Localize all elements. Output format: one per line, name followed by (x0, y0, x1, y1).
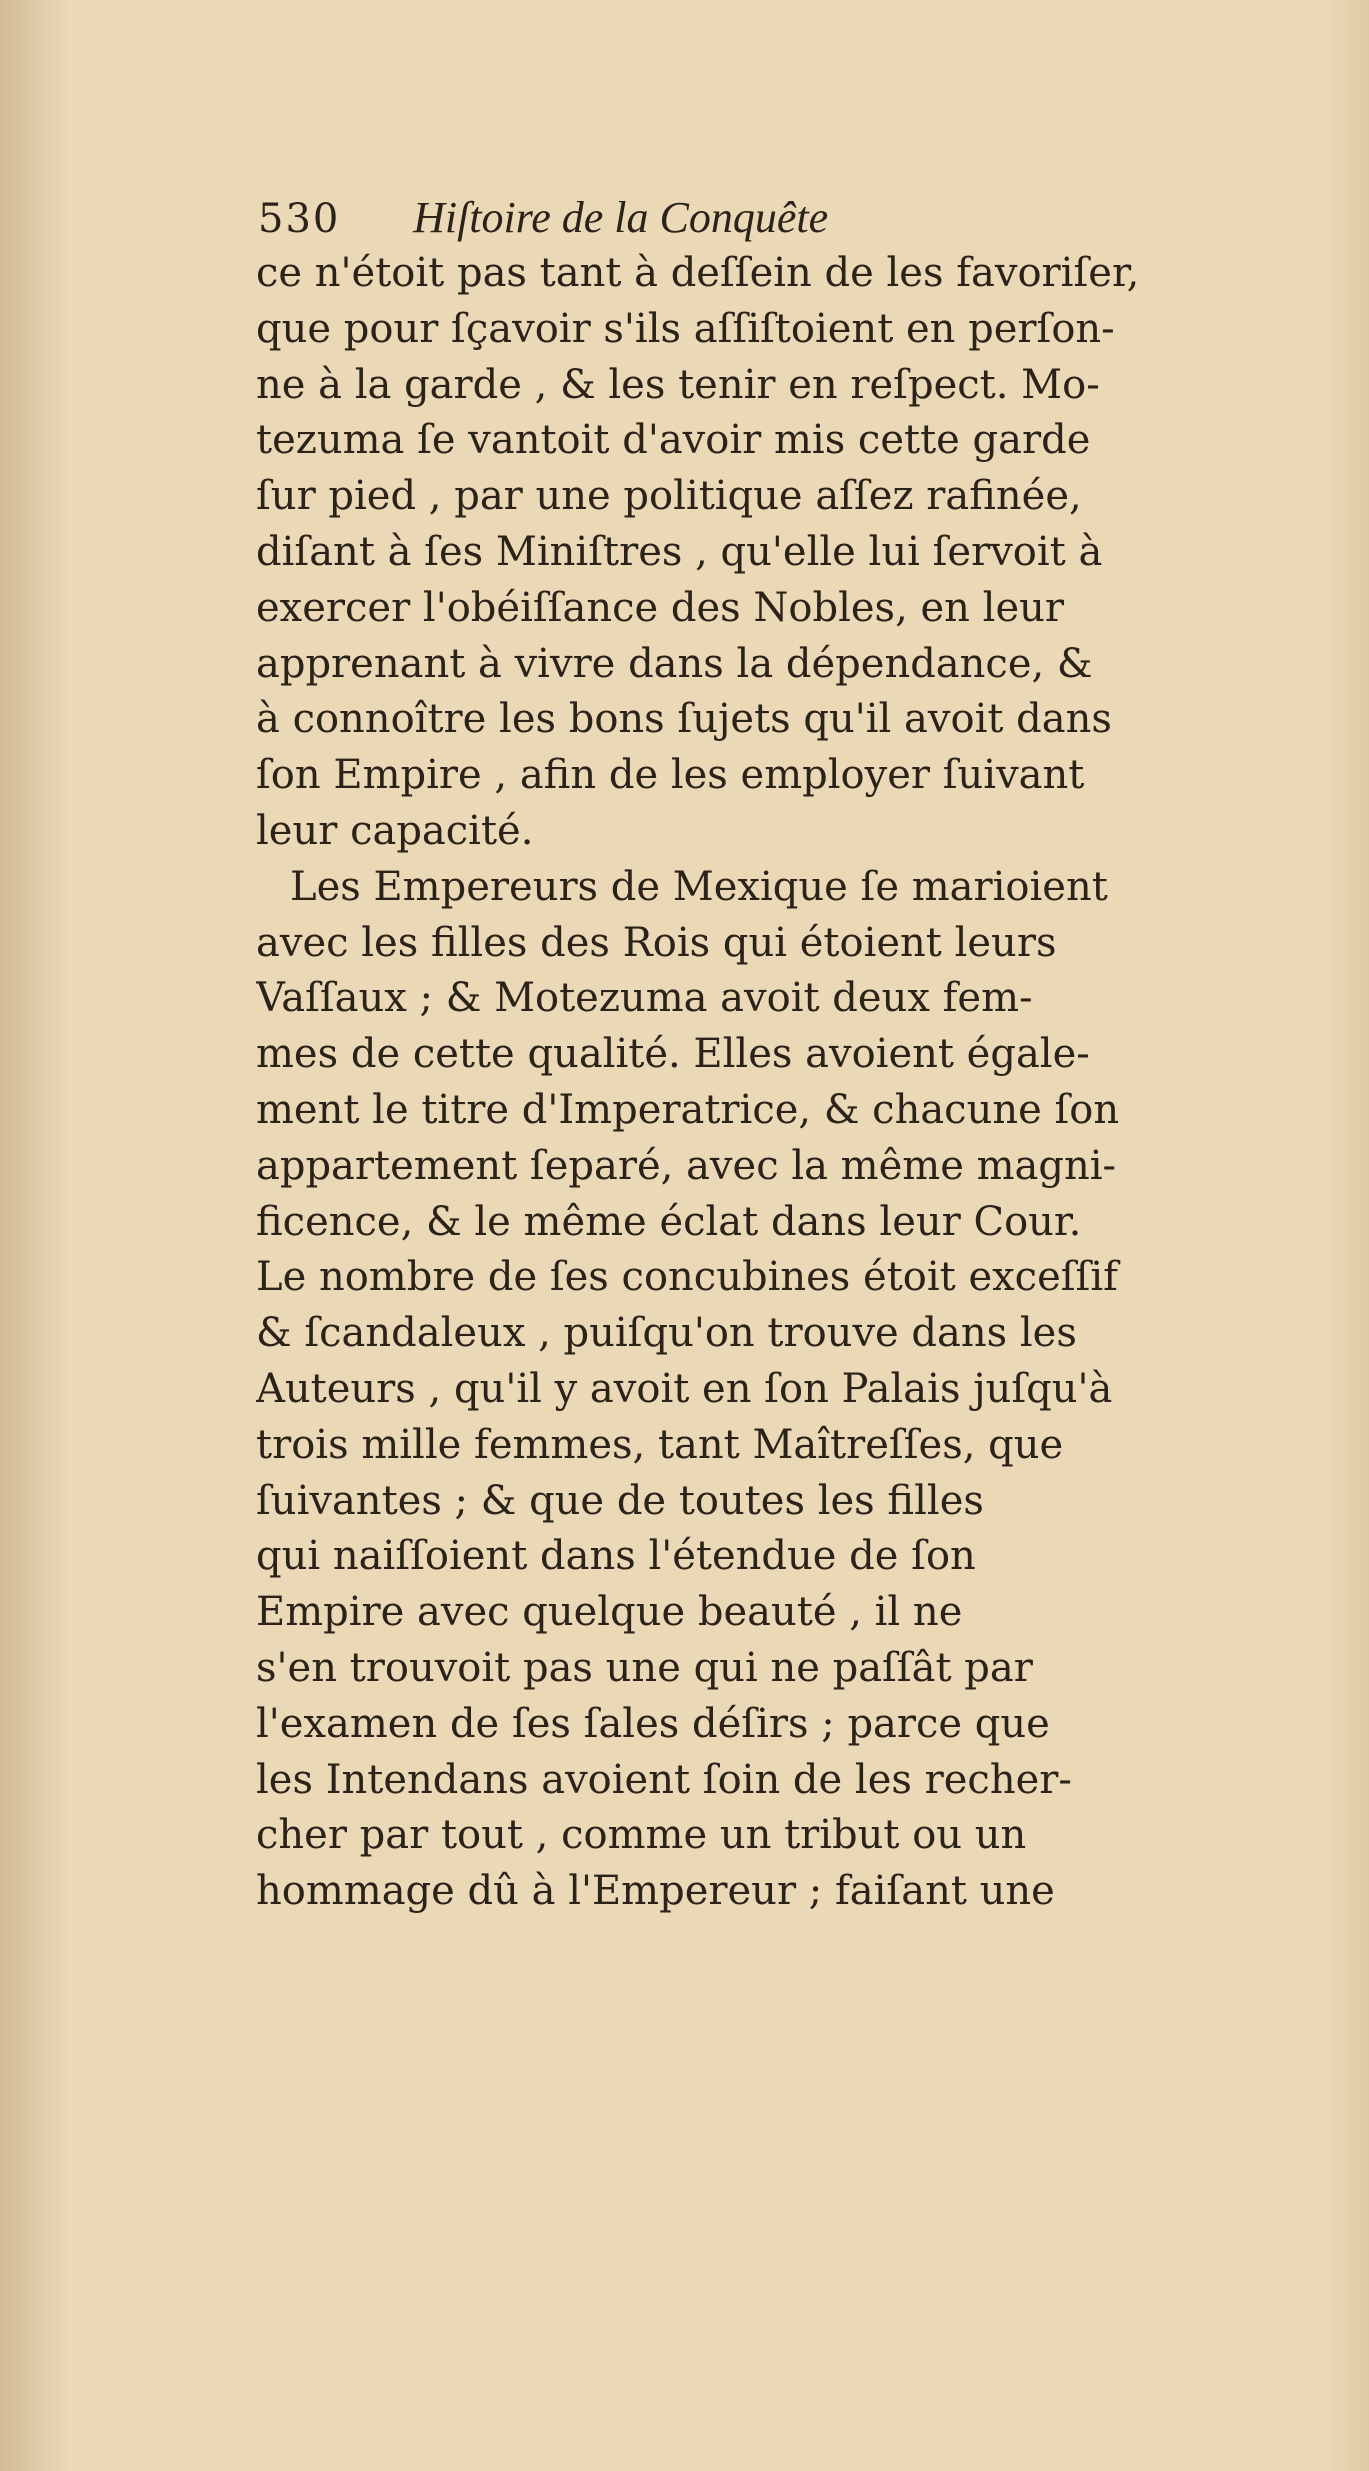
body-text (256, 246, 1336, 1920)
running-title: Hiſtoire de la Conquête (413, 193, 829, 242)
text-line: Vaſſaux ; & Motezuma avoit deux fem- (256, 975, 1033, 1022)
text-line: ſuivantes ; & que de toutes les filles (256, 1477, 984, 1524)
text-line: apprenant à vivre dans la dépendance, & (256, 640, 1093, 687)
running-head (258, 188, 1158, 248)
text-line: ficence, & le même éclat dans leur Cour. (256, 1198, 1082, 1245)
text-line: à connoître les bons ſujets qu'il avoit dans (256, 696, 1112, 743)
text-line: Empire avec quelque beauté , il ne (256, 1589, 963, 1636)
text-line: diſant à ſes Miniſtres , qu'elle lui ſervoit à (256, 528, 1103, 575)
text-line: hommage dû à l'Empereur ; faiſant une (256, 1868, 1055, 1915)
text-line: avec les filles des Rois qui étoient leurs (256, 919, 1057, 966)
text-line: ſur pied , par une politique aſſez rafinée, (256, 473, 1082, 520)
text-line: ne à la garde , & les tenir en reſpect. Mo- (256, 361, 1100, 408)
text-line: leur capacité. (256, 807, 534, 854)
text-line: mes de cette qualité. Elles avoient égale- (256, 1031, 1090, 1078)
text-line: les Intendans avoient ſoin de les recher- (256, 1756, 1072, 1803)
text-line: que pour ſçavoir s'ils aſſiſtoient en perſon- (256, 305, 1115, 352)
text-line: l'examen de ſes ſales déſirs ; parce que (256, 1700, 1050, 1747)
text-line: ment le titre d'Imperatrice, & chacune ſon (256, 1086, 1120, 1133)
text-line: & ſcandaleux , puiſqu'on trouve dans les (256, 1310, 1077, 1357)
text-line: ſon Empire , afin de les employer ſuivant (256, 752, 1085, 799)
paragraph-start-line: Les Empereurs de Mexique ſe marioient (290, 863, 1108, 910)
page-edge-shadow-left (0, 0, 70, 2471)
text-line: trois mille femmes, tant Maîtreſſes, que (256, 1421, 1064, 1468)
text-line: ce n'étoit pas tant à deſſein de les favoriſer, (256, 250, 1140, 296)
text-line: Auteurs , qu'il y avoit en ſon Palais juſqu'à (256, 1365, 1113, 1412)
text-line: Le nombre de ſes concubines étoit exceſſif (256, 1254, 1118, 1301)
text-line: exercer l'obéiſſance des Nobles, en leur (256, 584, 1065, 631)
text-line: cher par tout , comme un tribut ou un (256, 1812, 1027, 1859)
text-line: s'en trouvoit pas une qui ne paſſât par (256, 1644, 1033, 1691)
text-line: tezuma ſe vantoit d'avoir mis cette garde (256, 417, 1091, 464)
text-line: appartement ſeparé, avec la même magni- (256, 1142, 1117, 1189)
text-line: qui naiſſoient dans l'étendue de ſon (256, 1533, 976, 1580)
page-number: 530 (258, 196, 341, 242)
